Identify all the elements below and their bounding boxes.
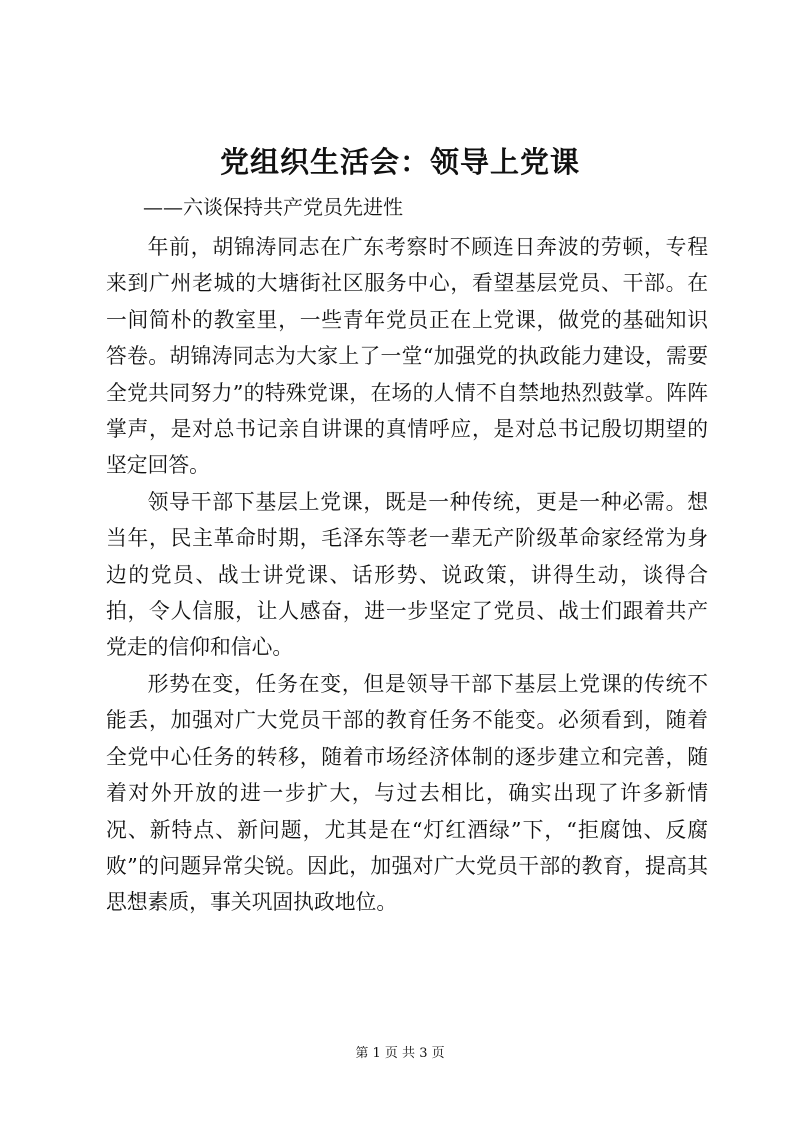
paragraph: 形势在变，任务在变，但是领导干部下基层上党课的传统不能丢，加强对广大党员干部的教育任务不能变。必须看到，随着全党中心任务的转移，随着市场经济体制的逐步建立和完善，随着对外开放的进一步扩大，与过去相比，确实出现了许多新情况、新特点、新问题，尤其是在“灯红酒绿”下，“拒腐蚀、反腐败”的问题异常尖锐。因此，加强对广大党员干部的教育，提高其思想素质，事关巩固执政地位。 — [106, 671, 708, 915]
document-title: 党组织生活会：领导上党课 — [219, 145, 580, 179]
page-number-footer: 第 1 页 共 3 页 — [355, 1046, 445, 1061]
paragraph: 年前，胡锦涛同志在广东考察时不顾连日奔波的劳顿，专程来到广州老城的大塘街社区服务中心，看望基层党员、干部。在一间简朴的教室里，一些青年党员正在上党课，做党的基础知识答卷。胡锦涛同志为大家上了一堂“加强党的执政能力建设，需要全党共同努力”的特殊党课，在场的人情不自禁地热烈鼓掌。阵阵掌声，是对总书记亲自讲课的真情呼应，是对总书记殷切期望的坚定回答。 — [106, 235, 708, 478]
paragraph: 领导干部下基层上党课，既是一种传统，更是一种必需。想当年，民主革命时期，毛泽东等老一辈无产阶级革命家经常为身边的党员、战士讲党课、话形势、说政策，讲得生动，谈得合拍，令人信服，让人感奋，进一步坚定了党员、战士们跟着共产党走的信仰和信心。 — [106, 489, 708, 660]
document-subtitle: ——六谈保持共产党员先进性 — [143, 195, 403, 219]
document-body — [106, 229, 708, 921]
